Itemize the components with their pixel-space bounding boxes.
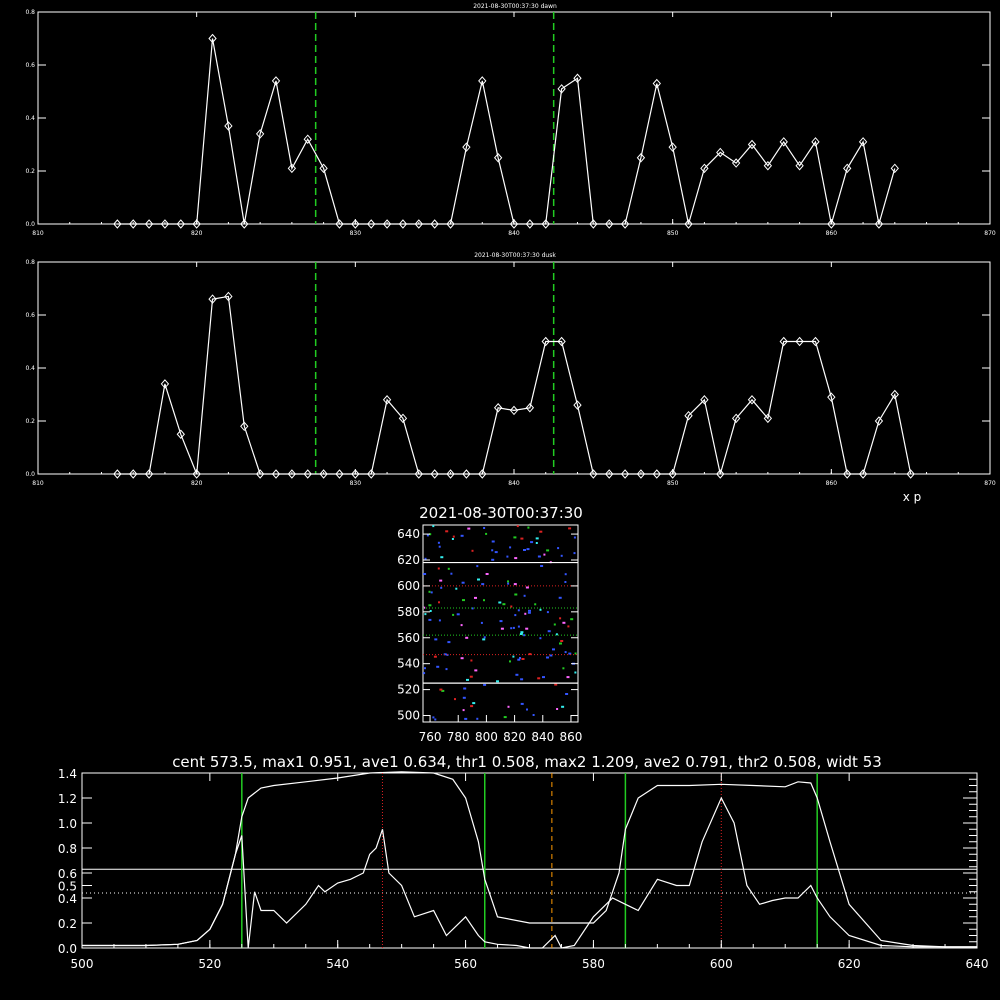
pixel xyxy=(559,643,562,645)
pixel xyxy=(438,601,440,603)
pixel xyxy=(512,656,514,658)
dawn-panel xyxy=(25,3,995,237)
pixel xyxy=(534,603,536,605)
pixel xyxy=(452,614,454,616)
profile-plot xyxy=(58,767,989,971)
y-tick-label: 1.2 xyxy=(57,792,77,806)
y-tick-label: 640 xyxy=(397,527,420,542)
x-tick-label: 870 xyxy=(984,230,996,237)
pixel xyxy=(476,718,478,720)
profile-series-line xyxy=(82,772,977,947)
y-tick-label: 0.2 xyxy=(57,917,77,931)
x-tick-label: 850 xyxy=(666,480,679,487)
pixel xyxy=(474,669,477,671)
pixel xyxy=(440,587,442,589)
dusk-xlabel: x p xyxy=(902,490,922,504)
pixel xyxy=(506,556,508,558)
x-tick-label: 820 xyxy=(190,480,203,487)
pixel xyxy=(434,638,437,640)
pixel xyxy=(567,625,569,627)
pixel xyxy=(554,624,556,626)
pixel xyxy=(524,613,526,615)
pixel xyxy=(559,617,561,619)
pixel xyxy=(483,599,485,601)
pixel xyxy=(513,536,516,538)
pixel xyxy=(428,619,431,621)
pixel xyxy=(528,610,531,612)
pixel xyxy=(530,541,533,543)
x-tick-label: 500 xyxy=(70,957,94,971)
pixel xyxy=(510,606,512,608)
pixel xyxy=(436,666,439,668)
y-tick-label: 0.4 xyxy=(25,365,35,372)
pixel xyxy=(447,641,450,643)
pixel xyxy=(510,627,512,629)
x-tick-label: 560 xyxy=(454,957,478,971)
pixel xyxy=(547,611,549,613)
x-tick-label: 640 xyxy=(965,957,989,971)
pixel xyxy=(523,549,526,551)
pixel xyxy=(470,676,473,678)
y-tick-label: 0.8 xyxy=(57,842,77,856)
pixel xyxy=(561,555,563,557)
y-tick-label: 0.2 xyxy=(25,168,35,175)
pixel xyxy=(574,537,576,539)
y-tick-label: 1.4 xyxy=(57,767,77,781)
pixel xyxy=(556,708,558,710)
pixel xyxy=(561,706,564,708)
pixel xyxy=(423,672,425,674)
x-tick-label: 620 xyxy=(837,957,861,971)
pixel xyxy=(427,534,429,536)
x-tick-label: 870 xyxy=(984,480,996,487)
pixel xyxy=(496,680,499,682)
y-tick-label: 0.0 xyxy=(57,942,77,956)
pixel xyxy=(429,591,431,593)
x-tick-label: 860 xyxy=(825,480,838,487)
pixel xyxy=(485,533,487,535)
pixel xyxy=(461,624,463,626)
pixel xyxy=(540,609,542,611)
dusk-plot xyxy=(25,259,995,487)
pixel xyxy=(521,703,524,705)
pixel xyxy=(463,688,466,690)
pixel xyxy=(439,580,442,582)
pixel xyxy=(514,583,517,585)
y-tick-label: 580 xyxy=(397,604,420,619)
pixel xyxy=(502,603,505,605)
pixel xyxy=(470,660,472,662)
x-tick-label: 860 xyxy=(559,730,583,744)
y-tick-label: 620 xyxy=(397,552,420,567)
pixel xyxy=(481,622,483,624)
pixel xyxy=(536,537,539,539)
pixel xyxy=(527,548,530,550)
pixel xyxy=(513,627,515,629)
pixel xyxy=(537,677,540,679)
pixel xyxy=(533,714,535,716)
y-tick-label: 540 xyxy=(397,656,420,671)
pixel xyxy=(515,674,518,676)
pixel xyxy=(465,637,468,639)
pixel xyxy=(562,622,565,624)
pixel xyxy=(542,676,545,678)
pixel xyxy=(477,579,480,581)
pixel xyxy=(495,551,498,553)
dusk-panel xyxy=(25,252,995,504)
pixel xyxy=(528,612,531,614)
pixel xyxy=(472,702,475,704)
pixel xyxy=(518,609,520,611)
x-tick-label: 820 xyxy=(190,230,203,237)
pixel xyxy=(464,718,467,720)
pixel xyxy=(461,535,464,537)
pixel xyxy=(509,546,511,548)
x-tick-label: 840 xyxy=(508,480,520,487)
y-tick-label: 520 xyxy=(397,682,420,697)
x-tick-label: 520 xyxy=(198,957,222,971)
pixel xyxy=(562,667,564,669)
profile-frame xyxy=(82,773,977,948)
dawn-plot xyxy=(25,9,995,237)
pixel xyxy=(564,581,566,583)
pixel xyxy=(507,583,509,585)
pixel xyxy=(517,525,519,527)
pixel xyxy=(491,549,493,551)
pixel xyxy=(540,565,543,567)
y-tick-label: 1.0 xyxy=(57,817,77,831)
x-tick-label: 760 xyxy=(418,730,442,744)
pixel xyxy=(424,667,426,669)
pixel xyxy=(522,658,525,660)
image-panel xyxy=(397,504,583,744)
pixel xyxy=(508,706,510,708)
x-tick-label: 800 xyxy=(474,730,498,744)
pixel xyxy=(568,527,571,529)
dusk-title: 2021-08-30T00:37:30 dusk xyxy=(474,252,556,259)
pixel xyxy=(438,542,440,544)
data-point xyxy=(891,164,898,172)
profile-series-line xyxy=(82,798,977,948)
pixel xyxy=(452,538,454,540)
x-tick-label: 540 xyxy=(326,957,350,971)
pixel xyxy=(565,573,567,575)
series-line xyxy=(117,296,910,474)
pixel xyxy=(567,676,570,678)
pixel xyxy=(538,556,541,558)
pixel xyxy=(523,634,525,636)
pixel xyxy=(454,698,456,700)
pixel xyxy=(476,565,478,567)
pixel xyxy=(526,709,528,711)
pixel xyxy=(462,599,465,601)
series-line xyxy=(117,39,895,225)
profile-title: cent 573.5, max1 0.951, ave1 0.634, thr1 0.508, max2 1.209, ave2 0.791, thr2 0.508, widt 53 xyxy=(172,753,882,771)
pixel xyxy=(520,678,523,680)
x-tick-label: 860 xyxy=(825,230,838,237)
y-tick-label: 0.0 xyxy=(25,221,35,228)
pixel xyxy=(536,542,538,544)
pixel xyxy=(548,630,551,632)
x-tick-label: 830 xyxy=(349,230,362,237)
pixel xyxy=(432,525,434,527)
y-tick-label: 600 xyxy=(397,578,420,593)
pixel xyxy=(483,527,485,529)
pixel xyxy=(431,591,433,593)
pixel xyxy=(501,628,504,630)
pixel xyxy=(527,527,529,529)
pixel xyxy=(463,697,466,699)
pixel xyxy=(481,583,484,585)
pixel xyxy=(565,693,568,695)
pixel xyxy=(432,716,434,718)
pixel xyxy=(559,597,562,599)
pixel xyxy=(450,573,452,575)
y-tick-label: 0.6 xyxy=(25,62,35,69)
pixel xyxy=(514,614,516,616)
profile-panel xyxy=(58,753,989,971)
pixel xyxy=(492,541,495,543)
y-tick-label: 0.2 xyxy=(25,418,35,425)
x-tick-label: 840 xyxy=(508,230,520,237)
pixel xyxy=(525,628,528,630)
y-tick-label: 0.8 xyxy=(25,259,35,266)
dawn-title: 2021-08-30T00:37:30 dawn xyxy=(473,3,557,10)
pixel xyxy=(439,619,441,621)
pixel xyxy=(514,557,517,559)
pixel xyxy=(539,637,541,639)
pixel xyxy=(520,538,523,540)
pixel xyxy=(439,546,441,548)
pixel xyxy=(423,573,426,575)
pixel xyxy=(520,631,523,633)
pixel xyxy=(507,580,509,582)
pixel xyxy=(424,613,426,615)
pixel xyxy=(554,684,557,686)
pixel xyxy=(486,573,489,575)
pixel xyxy=(482,638,485,640)
pixel xyxy=(557,547,559,549)
pixel xyxy=(543,554,545,556)
pixel xyxy=(504,716,507,718)
pixel xyxy=(526,587,529,589)
y-tick-label: 0.4 xyxy=(57,892,77,906)
pixel xyxy=(518,626,520,628)
pixel xyxy=(574,552,576,554)
pixel xyxy=(500,620,503,622)
dawn-frame xyxy=(38,12,990,224)
pixel xyxy=(517,659,520,661)
pixel xyxy=(467,528,470,530)
pixel xyxy=(446,668,448,670)
y-tick-label: 0.8 xyxy=(25,9,35,16)
pixel xyxy=(455,588,457,590)
y-tick-label: 560 xyxy=(397,630,420,645)
x-tick-label: 600 xyxy=(709,957,733,971)
x-tick-label: 810 xyxy=(32,230,44,237)
y-tick-label: 0.4 xyxy=(25,115,35,122)
pixel xyxy=(445,530,448,532)
pixel xyxy=(552,648,555,650)
pixel xyxy=(560,640,563,642)
pixel xyxy=(509,660,511,662)
y-tick-label: 0.0 xyxy=(25,471,35,478)
y-tick-label: 500 xyxy=(397,708,420,723)
pixel xyxy=(524,595,526,597)
y-tick-label: 0.6 xyxy=(57,867,77,881)
pixel xyxy=(556,633,558,635)
pixel xyxy=(570,618,573,620)
pixel xyxy=(466,679,469,681)
dusk-frame xyxy=(38,262,990,474)
pixel xyxy=(546,549,549,551)
pixel xyxy=(462,582,465,584)
pixel xyxy=(439,689,442,691)
x-tick-label: 820 xyxy=(503,730,527,744)
image-title: 2021-08-30T00:37:30 xyxy=(419,504,583,522)
pixel xyxy=(484,636,486,638)
pixel xyxy=(565,651,567,653)
pixel xyxy=(498,602,501,604)
y-tick-label: 0.5 xyxy=(57,879,77,894)
pixel xyxy=(470,705,473,707)
x-tick-label: 850 xyxy=(666,230,679,237)
pixel xyxy=(514,594,517,596)
pixel xyxy=(474,597,477,599)
pixel xyxy=(438,568,440,570)
pixel xyxy=(483,684,486,686)
x-tick-label: 810 xyxy=(32,480,44,487)
pixel xyxy=(440,556,443,558)
pixel xyxy=(491,559,494,561)
pixel xyxy=(434,719,436,721)
pixel xyxy=(457,613,460,615)
pixel xyxy=(453,536,455,538)
pixel xyxy=(448,568,450,570)
pixel xyxy=(574,672,576,674)
pixel xyxy=(434,656,437,658)
x-tick-label: 580 xyxy=(581,957,605,971)
pixel xyxy=(463,709,465,711)
y-tick-label: 0.6 xyxy=(25,312,35,319)
pixel xyxy=(539,531,542,533)
pixel xyxy=(546,657,549,659)
x-tick-label: 780 xyxy=(446,730,470,744)
pixel xyxy=(428,604,431,606)
pixel xyxy=(461,657,464,659)
pixel xyxy=(472,550,474,552)
x-tick-label: 830 xyxy=(349,480,362,487)
x-tick-label: 840 xyxy=(531,730,555,744)
